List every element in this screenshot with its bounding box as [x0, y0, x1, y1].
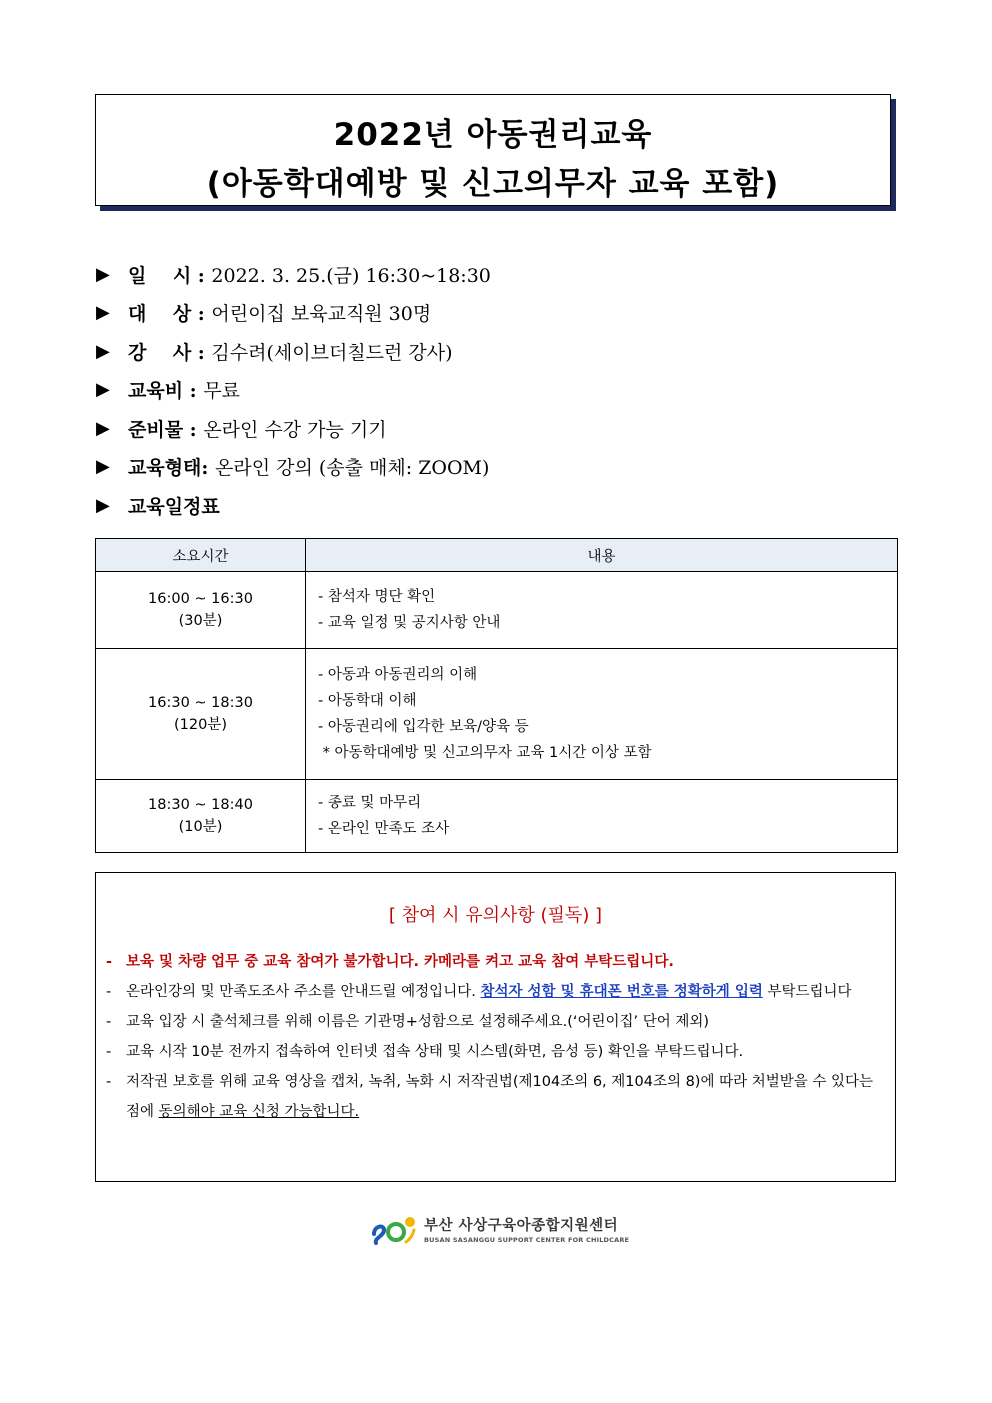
triangle-bullet-icon: ▶: [96, 379, 110, 401]
notice-text: 부탁드립니다: [762, 984, 852, 1000]
time-range: 16:30 ~ 18:30: [148, 695, 253, 711]
time-cell: [96, 649, 306, 780]
info-label: 강 사 :: [128, 341, 212, 364]
info-row-fee: [96, 371, 896, 410]
content-item: - 참석자 명단 확인: [318, 589, 436, 605]
time-duration: (10분): [178, 819, 223, 835]
header-duration: 소요시간: [96, 539, 306, 572]
content-item: - 온라인 만족도 조사: [318, 821, 450, 837]
notice-item: [96, 947, 895, 977]
dash-bullet: -: [106, 1074, 112, 1090]
table-row: [96, 649, 898, 780]
time-cell: [96, 780, 306, 853]
center-logo-icon: [370, 1212, 418, 1246]
schedule-table: [95, 538, 898, 853]
notice-text: 교육 입장 시 출석체크를 위해 이름은 기관명+성함으로 설정해주세요.(‘어린이집’ 단어 제외): [126, 1014, 710, 1030]
dash-bullet: -: [106, 1044, 112, 1060]
info-row-supplies: [96, 409, 896, 448]
info-label: 준비물 :: [128, 418, 204, 441]
notice-item: [96, 1007, 895, 1037]
dash-bullet: -: [106, 954, 113, 970]
info-row-date: [96, 255, 896, 294]
triangle-bullet-icon: ▶: [96, 417, 110, 439]
org-name-english: BUSAN SASANGGU SUPPORT CENTER FOR CHILDCARE: [424, 1236, 630, 1244]
info-value: 어린이집 보육교직원 30명: [211, 303, 432, 326]
content-cell: [306, 572, 898, 649]
notice-item: [96, 977, 895, 1007]
notice-text: 교육 시작 10분 전까지 접속하여 인터넷 접속 상태 및 시스템(화면, 음성 등) 확인을 부탁드립니다.: [126, 1044, 744, 1060]
content-cell: [306, 780, 898, 853]
notice-title: [ 참여 시 유의사항 (필독) ]: [388, 905, 603, 926]
info-label: 대 상 :: [128, 303, 212, 326]
content-item: - 종료 및 마무리: [318, 795, 422, 811]
time-range: 18:30 ~ 18:40: [148, 797, 253, 813]
info-row-format: [96, 448, 896, 487]
content-item: - 교육 일정 및 공지사항 안내: [318, 615, 501, 631]
content-item: - 아동학대 이해: [318, 693, 417, 709]
notice-text: 저작권 보호를 위해 교육 영상을 캡처, 녹취, 녹화 시 저작권법(제104조의 6, 제104조의 8)에 따라 처벌받을 수 있다는 점에: [126, 1074, 873, 1120]
content-item: - 아동과 아동권리의 이해: [318, 667, 478, 683]
title-line-1: 2022년 아동권리교육: [333, 117, 653, 153]
notice-item: [96, 1037, 895, 1067]
info-row-instructor: [96, 332, 896, 371]
time-cell: [96, 572, 306, 649]
title-box: [95, 94, 891, 206]
info-value: 온라인 수강 가능 기기: [203, 418, 387, 441]
content-item: - 아동권리에 입각한 보육/양육 등: [318, 719, 529, 735]
info-label: 교육형태:: [128, 457, 216, 480]
notice-box: [95, 872, 896, 1182]
table-header-row: [96, 539, 898, 572]
triangle-bullet-icon: ▶: [96, 263, 110, 285]
info-label: 교육비 :: [128, 380, 204, 403]
notice-text: 보육 및 차량 업무 중 교육 참여가 불가합니다. 카메라를 켜고 교육 참여 부탁드립니다.: [126, 954, 674, 970]
info-value: 무료: [203, 380, 241, 403]
header-content: 내용: [306, 539, 898, 572]
org-name-korean: 부산 사상구육아종합지원센터: [424, 1218, 619, 1234]
triangle-bullet-icon: ▶: [96, 340, 110, 362]
time-range: 16:00 ~ 16:30: [148, 591, 253, 607]
notice-link-text: 참석자 성함 및 휴대폰 번호를 정확하게 입력: [480, 984, 763, 1000]
info-row-target: [96, 294, 896, 333]
time-duration: (120분): [174, 717, 227, 733]
notice-underline-text: 동의해야 교육 신청 가능합니다.: [158, 1104, 360, 1120]
triangle-bullet-icon: ▶: [96, 456, 110, 478]
content-cell: [306, 649, 898, 780]
time-duration: (30분): [178, 613, 223, 629]
triangle-bullet-icon: ▶: [96, 494, 110, 516]
info-value: 김수려(세이브더칠드런 강사): [211, 341, 453, 364]
info-value: 2022. 3. 25.(금) 16:30~18:30: [211, 264, 491, 287]
dash-bullet: -: [106, 984, 112, 1000]
info-list: [96, 255, 896, 525]
notice-text: 온라인강의 및 만족도조사 주소를 안내드릴 예정입니다.: [126, 984, 481, 1000]
info-label: 일 시 :: [128, 264, 212, 287]
triangle-bullet-icon: ▶: [96, 302, 110, 324]
footer-logo: [370, 1212, 629, 1246]
table-row: [96, 572, 898, 649]
info-label: 교육일정표: [128, 495, 220, 518]
info-value: 온라인 강의 (송출 매체: ZOOM): [215, 457, 490, 480]
content-item: * 아동학대예방 및 신고의무자 교육 1시간 이상 포함: [318, 745, 652, 761]
title-line-2: (아동학대예방 및 신고의무자 교육 포함): [206, 166, 780, 202]
notice-item: [96, 1067, 895, 1127]
table-row: [96, 780, 898, 853]
dash-bullet: -: [106, 1014, 112, 1030]
info-row-schedule-heading: [96, 486, 896, 525]
